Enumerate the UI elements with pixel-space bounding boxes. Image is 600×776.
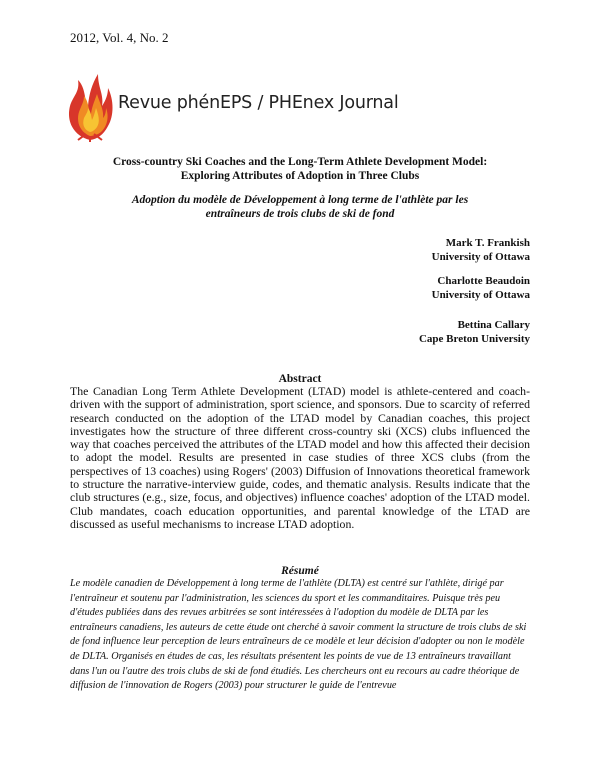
resume-text: Le modèle canadien de Développement à long terme de l'athlète (DLTA) est centré sur l'athlète, dirigé par l'entraîneur et soutenu par l'administration, les sciences du sport et les commanditaires. Puisque très peu d'études publiées dans des revues arbitrées se sont intéressées à l'adoption du modèle de DLTA par les entraîneurs canadiens, les auteurs de cette étude ont cherché à savoir comment la structure de trois clubs de ski de fond influence leur perception de leurs entraîneurs de ce modèle et leur décision d'adopter ou non le modèle de DLTA. Organisés en études de cas, les résultats présentent les points de vue de 13 entraîneurs travaillant dans l'un ou l'autre des trois clubs de ski de fond étudiés. Les chercheurs ont eu recours au cadre théorique de diffusion de l'innovation de Rogers (2003) pour structurer le guide de l'entrevue bbox=[70, 578, 527, 692]
abstract-text: The Canadian Long Term Athlete Development (LTAD) model is athlete-centered and coach-driven with the support of administration, sport science, and sponsors. Due to scarcity of referred research conducted on the adoption of the LTAD model by Canadian coaches, this project investigates how the structure of three different cross-country ski (XCS) clubs influenced the way that coaches perceived the attributes of the LTAD model and how this affected their decision to adopt the model. Results are presented in case studies of three XCS clubs (from the perspectives of 13 coaches) using Rogers' (2003) Diffusion of Innovations theoretical framework to structure the narrative-interview guide, codes, and thematic analysis. Results indicate that the club structures (e.g., size, focus, and objectives) influence coaches' adoption of the LTAD model. Club mandates, coach education opportunities, and parental knowledge of the LTAD are discussed as useful mechanisms to increase LTAD adoption. bbox=[70, 384, 530, 531]
author-affiliation: University of Ottawa bbox=[431, 289, 530, 301]
author-block bbox=[432, 236, 530, 264]
subtitle-line-1: Adoption du modèle de Développement à long terme de l'athlète par les bbox=[131, 194, 469, 206]
author-name: Bettina Callary bbox=[457, 319, 530, 331]
issue-info: 2012, Vol. 4, No. 2 bbox=[70, 30, 169, 45]
author-affiliation: Cape Breton University bbox=[418, 333, 530, 345]
title-line-1: Cross-country Ski Coaches and the Long-Term Athlete Development Model: bbox=[112, 156, 488, 168]
journal-name: Revue phénEPS / PHEnex Journal bbox=[118, 93, 399, 113]
subtitle-line-2: entraîneurs de trois clubs de ski de fond bbox=[205, 208, 395, 220]
author-name: Mark T. Frankish bbox=[445, 237, 530, 249]
author-block bbox=[432, 274, 530, 302]
resume-heading: Résumé bbox=[281, 565, 319, 577]
author-affiliation: University of Ottawa bbox=[431, 251, 530, 263]
abstract-heading: Abstract bbox=[278, 373, 322, 385]
author-name: Charlotte Beaudoin bbox=[437, 275, 530, 287]
author-block bbox=[419, 318, 530, 346]
article-subtitle-french bbox=[70, 193, 530, 221]
article-title bbox=[70, 155, 530, 183]
title-line-2: Exploring Attributes of Adoption in Three Clubs bbox=[180, 170, 420, 182]
flame-logo-icon bbox=[64, 70, 116, 142]
